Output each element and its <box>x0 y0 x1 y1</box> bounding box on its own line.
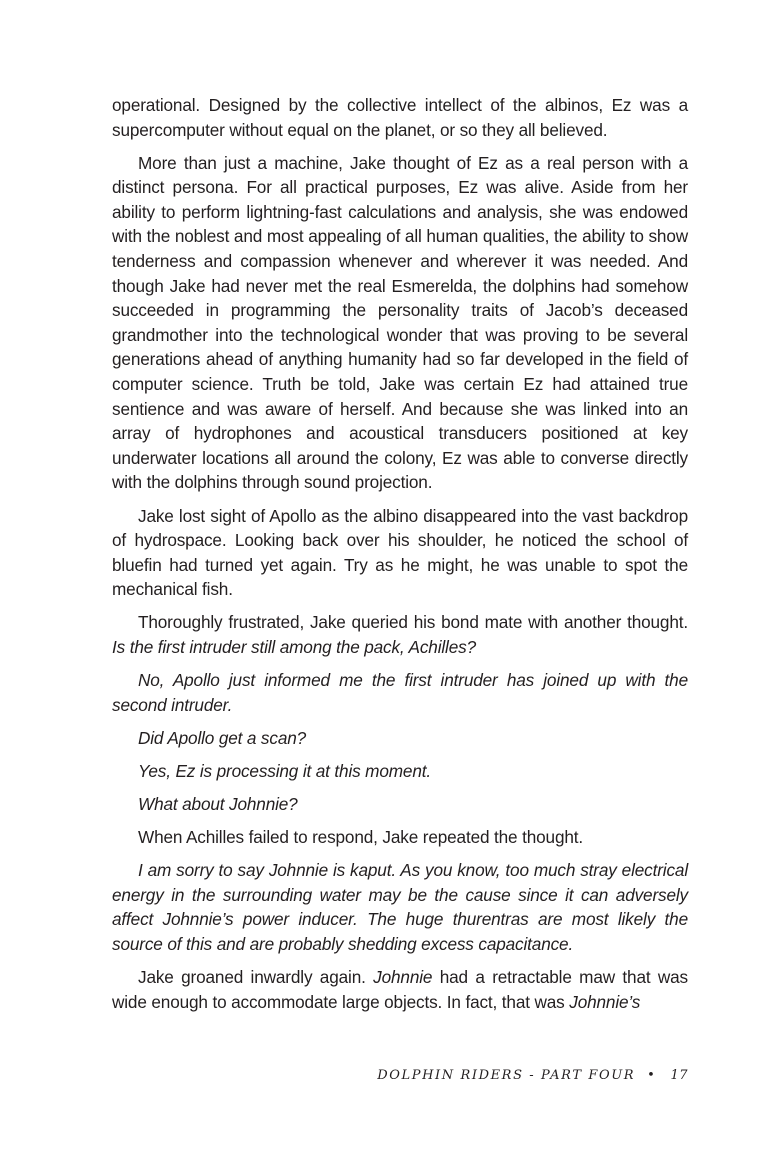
running-title: DOLPHIN RIDERS - PART FOUR <box>377 1068 636 1083</box>
text-segment: More than just a machine, Jake thought of Ez as a real person with a distinct persona. For all practical purposes, Ez was alive. Aside from her ability to perform lightning-fast calculations and analysis, she was endowed with the noblest and most appealing of all human qualities, the ability to show tenderness and compassion whenever and wherever it was needed. And though Jake had never met the real Esmerelda, the dolphins had somehow succeeded in programming the personality traits of Jacob’s deceased grandmother into the technological wonder that was proving to be several generations ahead of anything humanity had so far developed in the field of computer science. Truth be told, Jake was certain Ez had attained true sentience and was aware of herself. And because she was linked into an array of hydrophones and acoustical transducers positioned at key underwater locations all around the colony, Ez was able to converse directly with the dolphins through sound projection. <box>112 152 688 493</box>
paragraph-9 <box>112 825 688 850</box>
text-segment: Jake groaned inwardly again. <box>138 967 374 987</box>
paragraph-7 <box>112 759 688 784</box>
text-segment: Yes, Ez is processing it at this moment. <box>138 760 431 781</box>
paragraph-1 <box>112 93 688 142</box>
paragraph-4 <box>112 610 688 659</box>
paragraph-10 <box>112 858 688 956</box>
bullet-separator: • <box>647 1068 657 1083</box>
page-body <box>112 93 688 1023</box>
text-segment: No, Apollo just informed me the first intruder has joined up with the second intruder. <box>112 670 688 715</box>
italic-name: Johnnie <box>373 967 433 987</box>
text-segment: operational. Designed by the collective intellect of the albinos, Ez was a supercomputer without equal on the planet, or so they all believed. <box>112 95 688 140</box>
text-segment: Did Apollo get a scan? <box>138 727 307 748</box>
paragraph-6 <box>112 726 688 751</box>
paragraph-11 <box>112 965 688 1014</box>
paragraph-3 <box>112 504 688 602</box>
text-segment: What about Johnnie? <box>138 793 298 814</box>
text-segment: Thoroughly frustrated, Jake queried his bond mate with another thought. <box>138 612 688 633</box>
page-number: 17 <box>670 1068 688 1083</box>
paragraph-8 <box>112 792 688 817</box>
paragraph-5 <box>112 668 688 717</box>
italic-thought: Is the first intruder still among the pack, Achilles? <box>112 636 476 657</box>
text-segment: Jake lost sight of Apollo as the albino disappeared into the vast backdrop of hydrospace. Looking back over his shoulder, he noticed the school of bluefin had turned yet again. Try as he might, he was unable to spot the mechanical fish. <box>112 505 688 600</box>
text-segment: had a retractable maw that was wide enough to accommodate large objects. In fact, that was <box>112 967 688 1012</box>
page-footer <box>377 1068 688 1083</box>
paragraph-2 <box>112 151 688 495</box>
italic-name: Johnnie’s <box>569 991 641 1012</box>
text-segment: I am sorry to say Johnnie is kaput. As you know, too much stray electrical energy in the surrounding water may be the cause since it can adversely affect Johnnie’s power inducer. The huge thurentras are most likely the source of this and are probably shedding excess capacitance. <box>112 860 688 954</box>
text-segment: When Achilles failed to respond, Jake repeated the thought. <box>138 827 584 848</box>
